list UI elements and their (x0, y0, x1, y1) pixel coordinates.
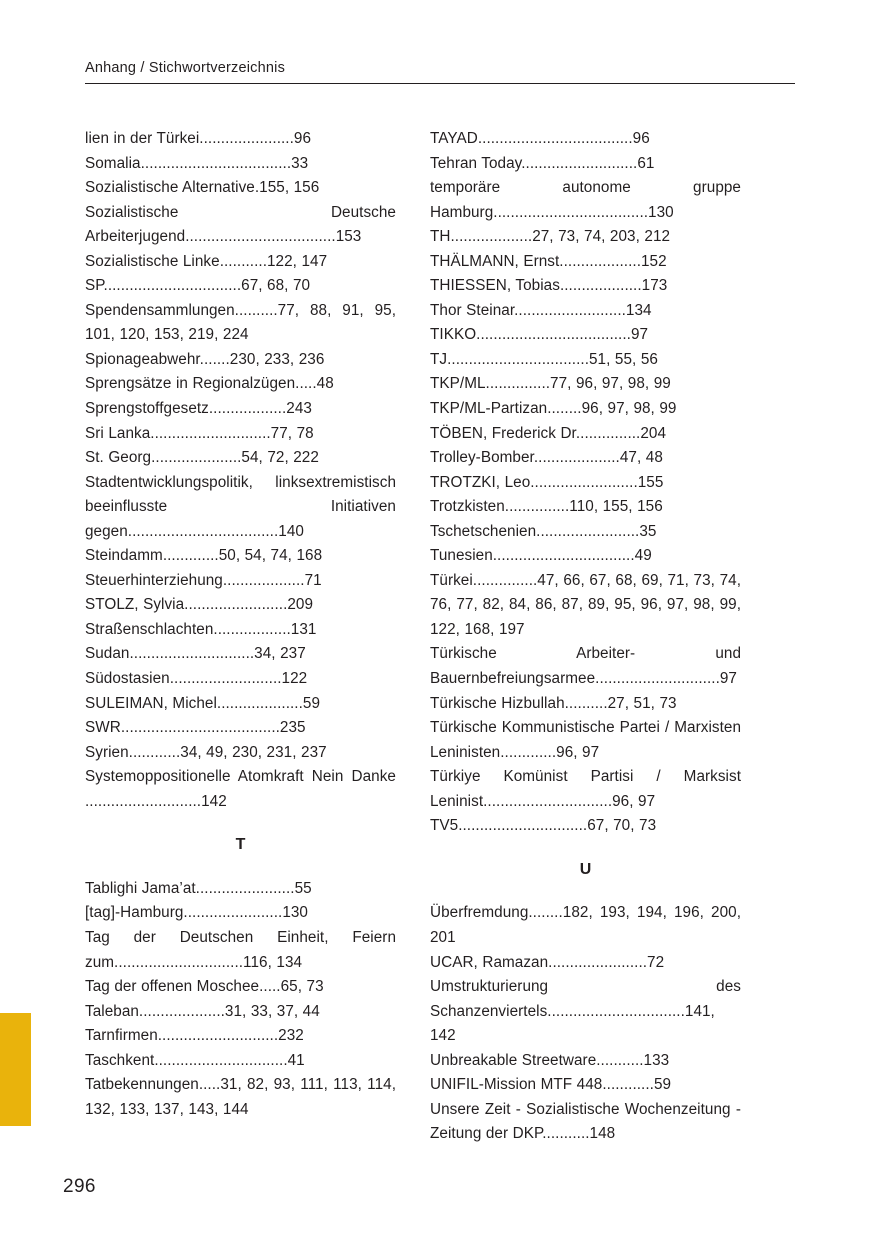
index-entry: TV5..............................67, 70, 73 (430, 817, 657, 835)
index-entry: Somalia...................................33 (85, 154, 309, 172)
index-entry: TAYAD....................................96 (430, 130, 650, 147)
index-entry: TÖBEN, Frederick Dr...............204 (430, 424, 667, 442)
header-divider (85, 83, 795, 84)
index-entry: TH...................27, 73, 74, 203, 212 (430, 228, 671, 246)
index-entry: Tehran Today...........................61 (430, 154, 655, 172)
page-title: Anhang / Stichwortverzeichnis (85, 60, 286, 76)
index-entry: Tag der Deutschen Einheit, Feiern zum..............................116, 134 (85, 928, 396, 971)
index-entry: Spendensammlungen..........77, 88, 91, 95, 101, 120, 153, 219, 224 (85, 301, 396, 344)
index-entry: UCAR, Ramazan.......................72 (430, 953, 665, 971)
index-entry: Sprengstoffgesetz..................243 (85, 400, 312, 418)
index-entry: THIESSEN, Tobias...................173 (430, 277, 668, 295)
index-entry: Taschkent...............................41 (85, 1051, 305, 1069)
index-entry: Tablighi Jama’at.......................55 (85, 879, 312, 897)
index-entry: Tag der offenen Moschee.....65, 73 (85, 978, 324, 996)
index-entry: SP................................67, 68, 70 (85, 277, 311, 295)
index-entry: TKP/ML-Partizan........96, 97, 98, 99 (430, 400, 677, 418)
index-column-right (430, 127, 741, 1147)
index-column-left (85, 127, 396, 1147)
index-entry: SWR.....................................235 (85, 719, 306, 737)
index-entry: Südostasien..........................122 (85, 670, 308, 688)
index-entry: Thor Steinar..........................134 (430, 301, 652, 319)
index-entry: TIKKO....................................97 (430, 326, 649, 344)
index-entry: St. Georg.....................54, 72, 222 (85, 449, 319, 467)
index-entry: Sozialistische Alternative.155, 156 (85, 179, 320, 197)
index-entry: Stadtentwicklungspolitik, linksextremistisch beeinflusste Initiativen gegen...................................140 (85, 473, 396, 540)
index-entry: Sudan.............................34, 237 (85, 645, 306, 663)
index-entry: Türkei...............47, 66, 67, 68, 69, 71, 73, 74, 76, 77, 82, 84, 86, 87, 89, 95, 96, 97, 98, 99, 122, 168, 197 (430, 571, 741, 638)
index-entry: TROTZKI, Leo.........................155 (430, 473, 664, 491)
index-entry: SULEIMAN, Michel....................59 (85, 694, 321, 712)
index-entry: Überfremdung........182, 193, 194, 196, 200, 201 (430, 904, 741, 946)
index-entry: Taleban....................31, 33, 37, 44 (85, 1002, 320, 1020)
index-entry: Tschetschenien........................35 (430, 522, 657, 540)
index-entry: Umstrukturierung des Schanzenviertels................................141, 142 (430, 978, 741, 1045)
index-entry: Tunesien.................................49 (430, 547, 652, 565)
running-header (85, 58, 795, 84)
index-entry: Sozialistische Deutsche Arbeiterjugend...................................153 (85, 203, 396, 246)
page-number: 296 (63, 1176, 96, 1197)
index-entry: Tarnfirmen............................232 (85, 1027, 304, 1045)
index-entry: Sri Lanka............................77, 78 (85, 424, 314, 442)
index-entry: Unsere Zeit - Sozialistische Wochenzeitung - Zeitung der DKP...........148 (430, 1100, 741, 1143)
index-entry: Sprengsätze in Regionalzügen.....48 (85, 375, 334, 393)
index-entry: Türkische Hizbullah..........27, 51, 73 (430, 694, 677, 712)
index-entry: [tag]-Hamburg.......................130 (85, 904, 308, 922)
index-letter-heading: T (235, 836, 246, 854)
index-entry: lien in der Türkei......................96 (85, 130, 312, 147)
section-thumb-tab (0, 1013, 31, 1126)
index-entry: Trotzkisten...............110, 155, 156 (430, 498, 663, 516)
index-entry: STOLZ, Sylvia........................209 (85, 596, 314, 614)
index-body (85, 127, 741, 1147)
index-entry: UNIFIL-Mission MTF 448............59 (430, 1076, 672, 1094)
index-entry: TKP/ML...............77, 96, 97, 98, 99 (430, 375, 671, 393)
index-letter-heading: U (579, 860, 592, 878)
index-entry: Trolley-Bomber....................47, 48 (430, 449, 663, 467)
index-entry: Spionageabwehr.......230, 233, 236 (85, 350, 325, 368)
index-entry: Unbreakable Streetware...........133 (430, 1051, 670, 1069)
index-entry: Syrien............34, 49, 230, 231, 237 (85, 743, 327, 761)
index-entry: Türkiye Komünist Partisi / Marksist Leninist..............................96, 97 (430, 768, 741, 810)
index-entry: Sozialistische Linke...........122, 147 (85, 252, 328, 270)
index-entry: THÄLMANN, Ernst...................152 (430, 252, 667, 270)
index-entry: Türkische Arbeiter- und Bauernbefreiungsarmee.............................97 (430, 645, 741, 688)
index-entry: Steuerhinterziehung...................71 (85, 571, 322, 589)
index-entry: TJ.................................51, 55, 56 (430, 350, 658, 368)
index-entry: temporäre autonome gruppe Hamburg....................................130 (430, 179, 741, 221)
index-entry: Systemoppositionelle Atomkraft Nein Danke ...........................142 (85, 768, 396, 810)
index-entry: Steindamm.............50, 54, 74, 168 (85, 547, 323, 565)
index-entry: Tatbekennungen.....31, 82, 93, 111, 113, 114, 132, 133, 137, 143, 144 (85, 1076, 396, 1118)
index-entry: Türkische Kommunistische Partei / Marxisten Leninisten.............96, 97 (430, 719, 741, 761)
index-entry: Straßenschlachten..................131 (85, 620, 317, 638)
